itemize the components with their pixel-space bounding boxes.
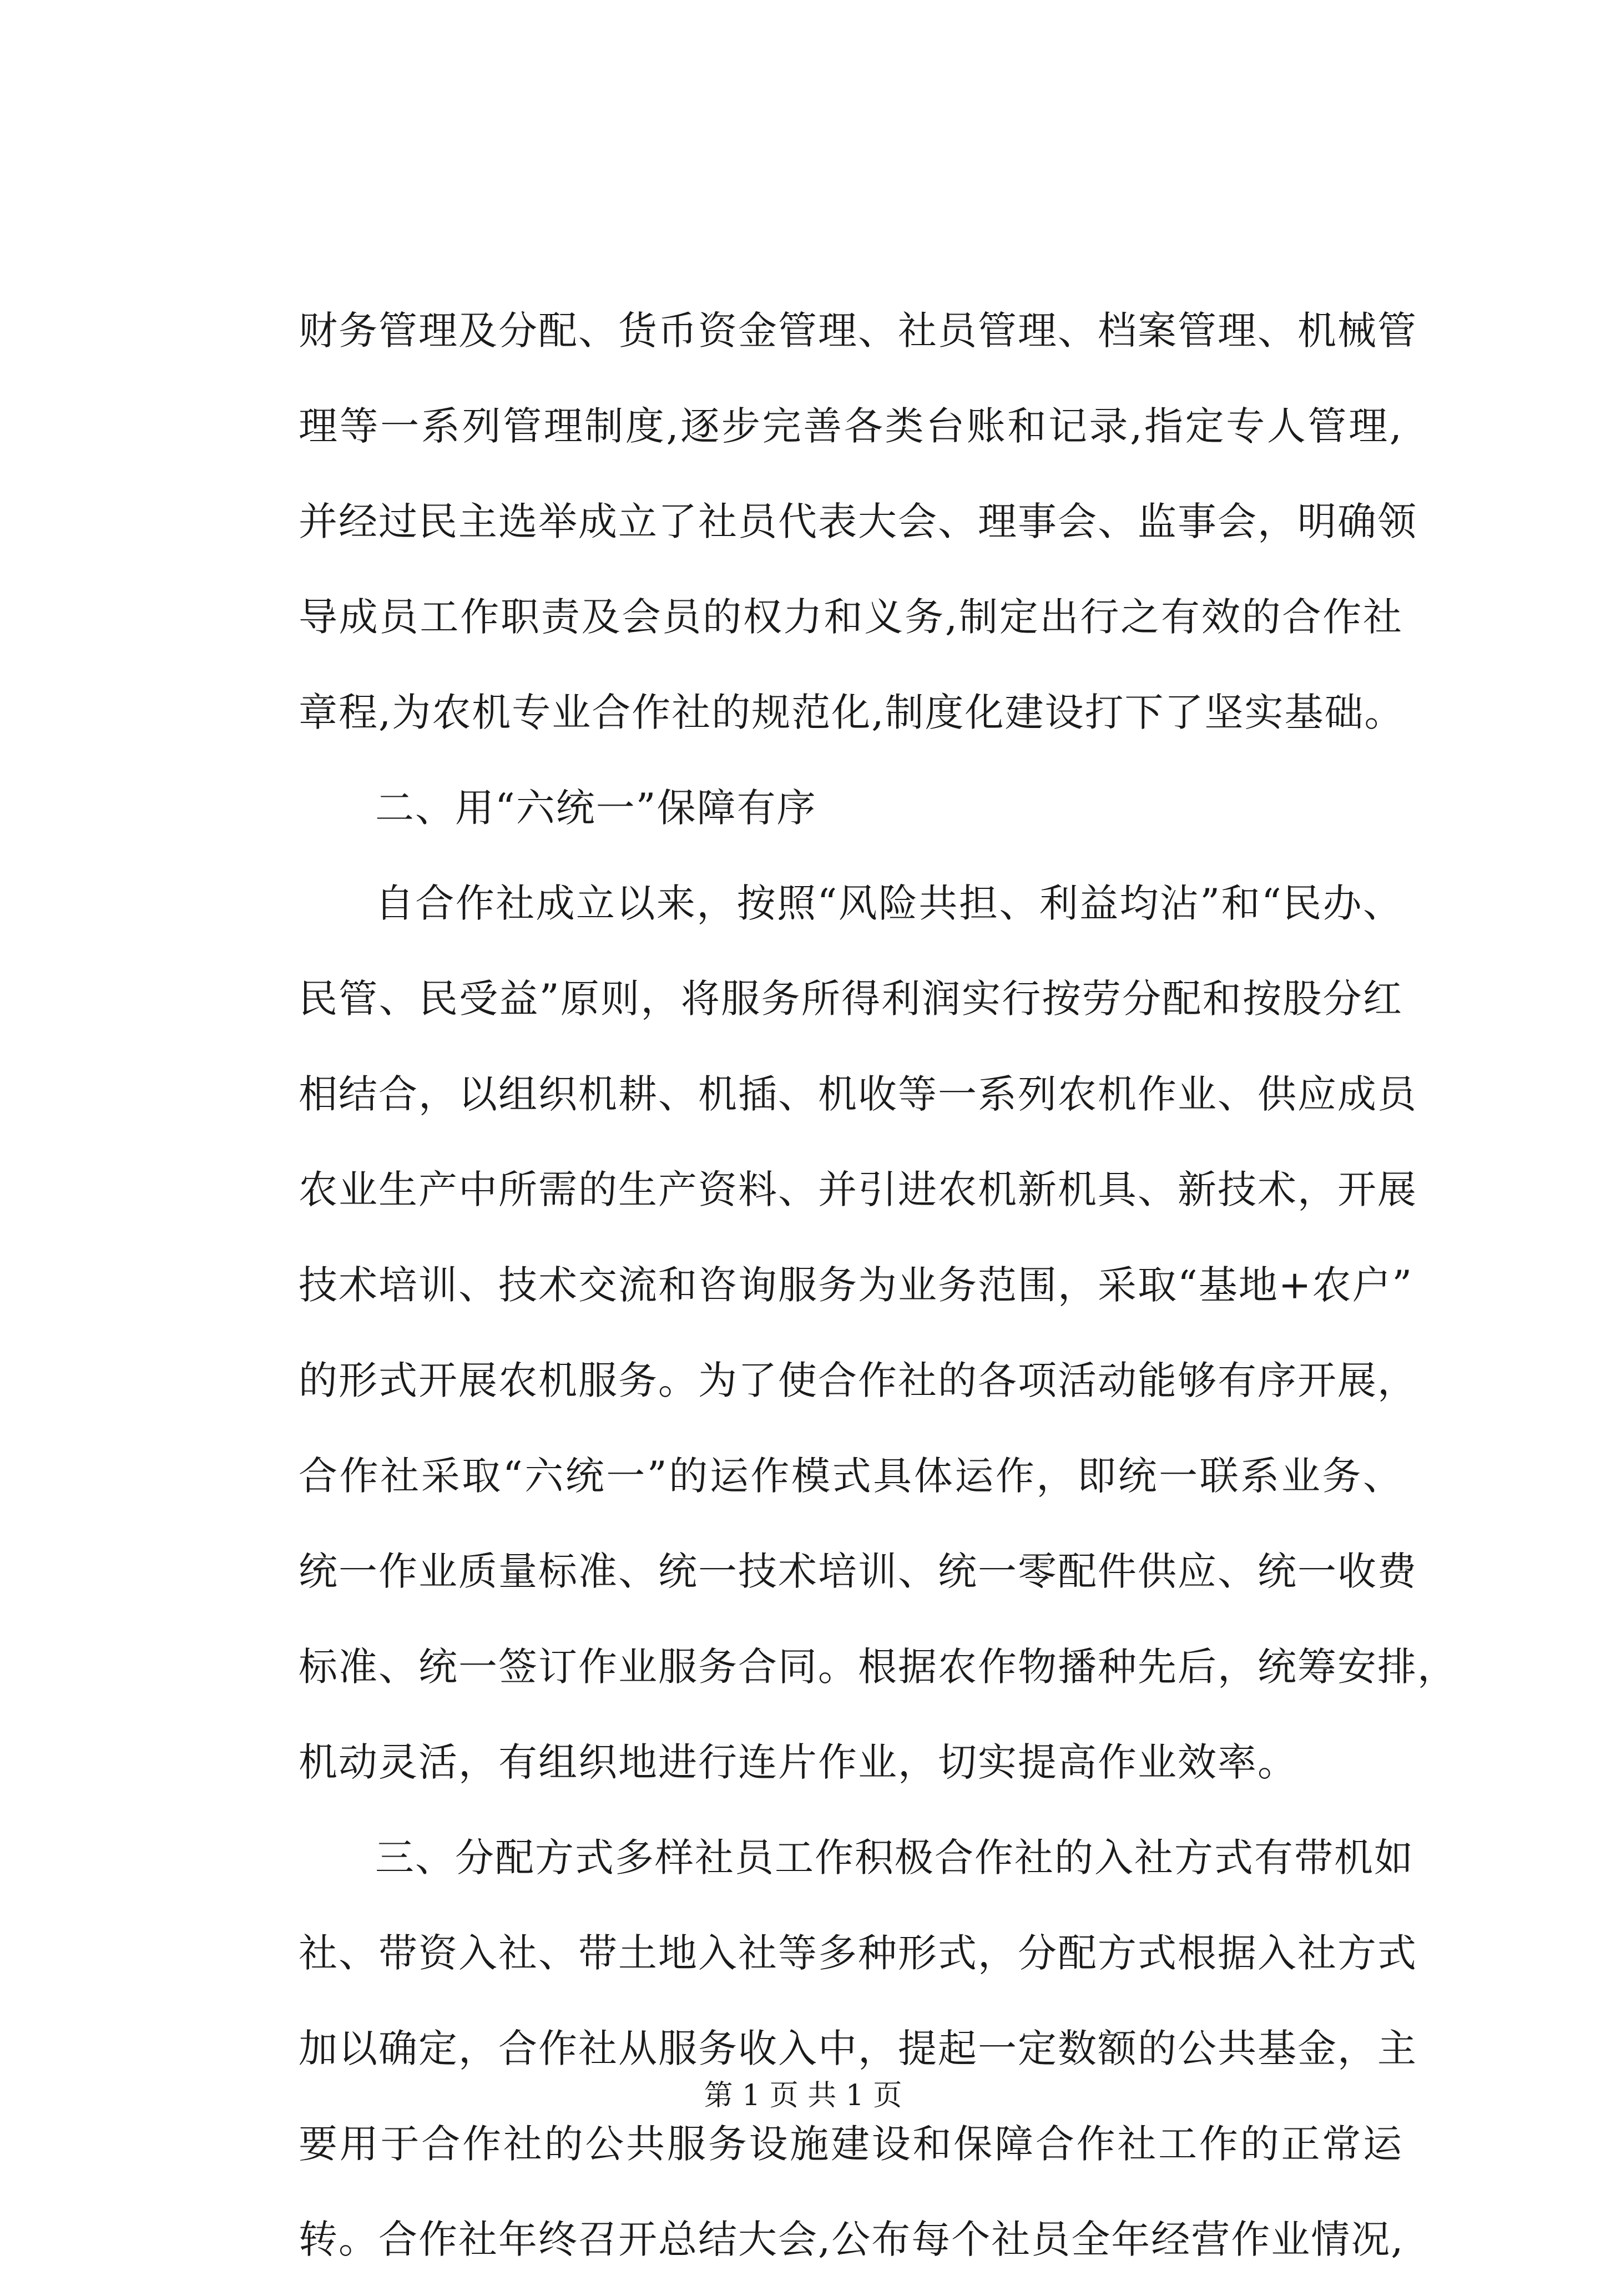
paragraph-line: 自合作社成立以来，按照“风险共担、利益均沾”和“民办、 xyxy=(375,881,1403,926)
paragraph-line: 统一作业质量标准、统一技术培训、统一零配件供应、统一收费 xyxy=(299,1549,1417,1594)
section-heading: 二、用“六统一”保障有序 xyxy=(375,785,817,831)
paragraph-line: 合作社采取“六统一”的运作模式具体运作，即统一联系业务、 xyxy=(299,1453,1403,1499)
paragraph-line: 导成员工作职责及会员的权力和义务,制定出行之有效的合作社 xyxy=(299,594,1403,640)
paragraph-line: 理等一系列管理制度,逐步完善各类台账和记录,指定专人管理, xyxy=(299,403,1403,449)
paragraph-line: 相结合，以组织机耕、机插、机收等一系列农机作业、供应成员 xyxy=(299,1071,1417,1117)
paragraph-line: 的形式开展农机服务。为了使合作社的各项活动能够有序开展， xyxy=(299,1358,1417,1403)
paragraph-line: 标准、统一签订作业服务合同。根据农作物播种先后，统筹安排， xyxy=(299,1644,1457,1690)
paragraph-line: 要用于合作社的公共服务设施建设和保障合作社工作的正常运 xyxy=(299,2121,1403,2167)
paragraph-line: 农业生产中所需的生产资料、并引进农机新机具、新技术，开展 xyxy=(299,1167,1417,1212)
section-heading-paragraph: 三、分配方式多样社员工作积极合作社的入社方式有带机如 xyxy=(375,1835,1414,1880)
paragraph-line: 民管、民受益”原则，将服务所得利润实行按劳分配和按股分红 xyxy=(299,976,1403,1021)
page-footer xyxy=(0,2076,1606,2115)
paragraph-line: 财务管理及分配、货币资金管理、社员管理、档案管理、机械管 xyxy=(299,308,1417,353)
page-number-label: 第 1 页 共 1 页 xyxy=(704,2079,902,2112)
document-body xyxy=(299,292,1457,2296)
paragraph-line: 并经过民主选举成立了社员代表大会、理事会、监事会，明确领 xyxy=(299,499,1417,544)
paragraph-line: 技术培训、技术交流和咨询服务为业务范围，采取“基地+农户” xyxy=(299,1262,1413,1308)
paragraph-line: 转。合作社年终召开总结大会,公布每个社员全年经营作业情况, xyxy=(299,2217,1405,2262)
paragraph-line: 章程,为农机专业合作社的规范化,制度化建设打下了坚实基础。 xyxy=(299,690,1405,735)
paragraph-line: 社、带资入社、带土地入社等多种形式，分配方式根据入社方式 xyxy=(299,1930,1417,1976)
paragraph-line: 加以确定，合作社从服务收入中，提起一定数额的公共基金，主 xyxy=(299,2026,1417,2071)
paragraph-line: 机动灵活，有组织地进行连片作业，切实提高作业效率。 xyxy=(299,1739,1297,1785)
